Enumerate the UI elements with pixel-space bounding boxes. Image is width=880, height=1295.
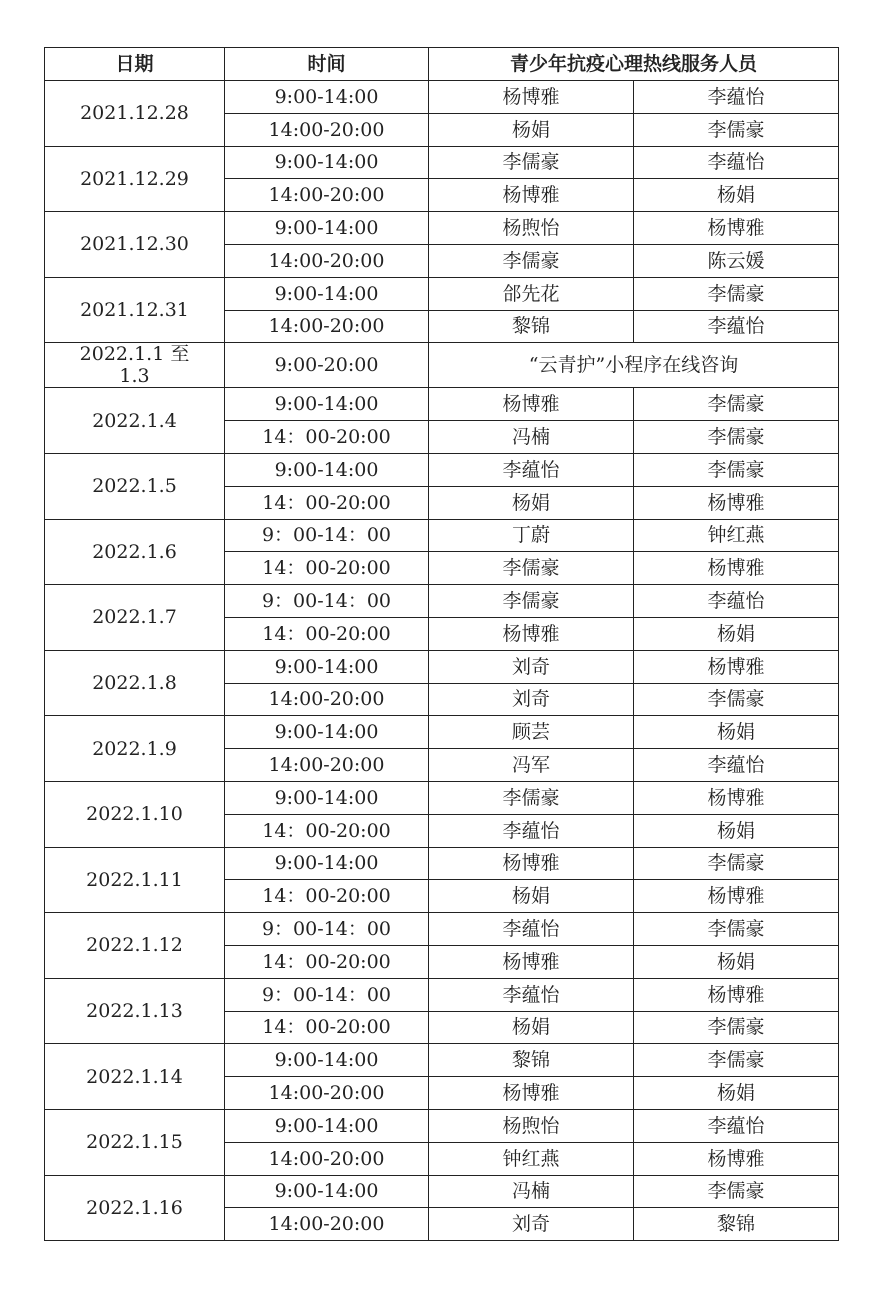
staff-cell: 李儒豪 xyxy=(634,1175,839,1208)
date-range-start: 2022.1.1 至 xyxy=(79,343,190,366)
date-cell: 2022.1.8 xyxy=(45,650,225,716)
staff-cell: 杨娟 xyxy=(634,814,839,847)
staff-cell: 李蕴怡 xyxy=(429,814,634,847)
staff-cell: 李儒豪 xyxy=(634,453,839,486)
date-cell: 2022.1.13 xyxy=(45,978,225,1044)
staff-cell: 杨博雅 xyxy=(634,552,839,585)
staff-cell: 黎锦 xyxy=(429,310,634,343)
date-cell: 2021.12.31 xyxy=(45,277,225,343)
time-cell: 9:00-14:00 xyxy=(225,1044,429,1077)
table-row xyxy=(45,1044,839,1077)
staff-cell: 李儒豪 xyxy=(634,277,839,310)
table-row xyxy=(45,847,839,880)
time-cell: 14:00-20:00 xyxy=(225,683,429,716)
staff-cell: 杨博雅 xyxy=(634,650,839,683)
staff-cell: 李蕴怡 xyxy=(429,913,634,946)
staff-cell: 杨娟 xyxy=(429,486,634,519)
staff-cell: 杨博雅 xyxy=(634,486,839,519)
time-cell: 14:00-20:00 xyxy=(225,179,429,212)
staff-cell: 杨娟 xyxy=(429,1011,634,1044)
staff-cell: 杨博雅 xyxy=(429,81,634,114)
time-cell: 14:00-20:00 xyxy=(225,244,429,277)
date-cell: 2021.12.29 xyxy=(45,146,225,212)
staff-cell: 冯军 xyxy=(429,749,634,782)
staff-cell: 黎锦 xyxy=(429,1044,634,1077)
staff-cell: 杨煦怡 xyxy=(429,212,634,245)
staff-cell: 杨博雅 xyxy=(429,1077,634,1110)
staff-cell: 李儒豪 xyxy=(634,421,839,454)
time-cell: 14:00-20:00 xyxy=(225,113,429,146)
staff-cell: 冯楠 xyxy=(429,421,634,454)
time-cell: 9:00-20:00 xyxy=(225,343,429,388)
time-cell: 9：00-14：00 xyxy=(225,519,429,552)
staff-cell: 李儒豪 xyxy=(634,113,839,146)
time-cell: 14：00-20:00 xyxy=(225,1011,429,1044)
time-cell: 14:00-20:00 xyxy=(225,1142,429,1175)
time-cell: 9:00-14:00 xyxy=(225,388,429,421)
staff-cell: 李儒豪 xyxy=(634,847,839,880)
date-cell: 2022.1.5 xyxy=(45,453,225,519)
staff-cell: 杨娟 xyxy=(634,617,839,650)
time-cell: 9:00-14:00 xyxy=(225,81,429,114)
date-cell: 2022.1.4 xyxy=(45,388,225,454)
staff-cell: 李儒豪 xyxy=(634,1011,839,1044)
staff-cell: 李儒豪 xyxy=(634,683,839,716)
online-consult-note: “云青护”小程序在线咨询 xyxy=(429,343,839,388)
date-cell: 2022.1.15 xyxy=(45,1109,225,1175)
staff-cell: 杨娟 xyxy=(429,880,634,913)
staff-cell: 李儒豪 xyxy=(429,244,634,277)
date-cell xyxy=(45,343,225,388)
staff-cell: 杨博雅 xyxy=(429,847,634,880)
time-cell: 14:00-20:00 xyxy=(225,1077,429,1110)
staff-cell: 顾芸 xyxy=(429,716,634,749)
hotline-schedule-table xyxy=(44,47,839,1241)
staff-cell: 李蕴怡 xyxy=(634,146,839,179)
staff-cell: 杨博雅 xyxy=(429,179,634,212)
time-cell: 9:00-14:00 xyxy=(225,146,429,179)
staff-cell: 杨博雅 xyxy=(634,212,839,245)
date-range-end: 1.3 xyxy=(119,365,150,388)
staff-cell: 李蕴怡 xyxy=(634,81,839,114)
header-time: 时间 xyxy=(225,48,429,81)
table-row xyxy=(45,585,839,618)
staff-cell: 郃先花 xyxy=(429,277,634,310)
staff-cell: 杨博雅 xyxy=(634,1142,839,1175)
staff-cell: 李儒豪 xyxy=(634,1044,839,1077)
time-cell: 9：00-14：00 xyxy=(225,978,429,1011)
header-row xyxy=(45,48,839,81)
time-cell: 14:00-20:00 xyxy=(225,1208,429,1241)
header-date: 日期 xyxy=(45,48,225,81)
staff-cell: 杨煦怡 xyxy=(429,1109,634,1142)
staff-cell: 李蕴怡 xyxy=(429,453,634,486)
staff-cell: 杨博雅 xyxy=(429,388,634,421)
staff-cell: 钟红燕 xyxy=(634,519,839,552)
table-row xyxy=(45,81,839,114)
table-row xyxy=(45,716,839,749)
date-cell: 2022.1.16 xyxy=(45,1175,225,1241)
date-cell: 2022.1.6 xyxy=(45,519,225,585)
table-row xyxy=(45,781,839,814)
staff-cell: 李蕴怡 xyxy=(634,310,839,343)
table-row xyxy=(45,146,839,179)
table-row xyxy=(45,650,839,683)
table-row xyxy=(45,913,839,946)
time-cell: 9:00-14:00 xyxy=(225,277,429,310)
time-cell: 14：00-20:00 xyxy=(225,880,429,913)
staff-cell: 杨娟 xyxy=(634,716,839,749)
staff-cell: 刘奇 xyxy=(429,650,634,683)
table-row xyxy=(45,277,839,310)
time-cell: 14:00-20:00 xyxy=(225,310,429,343)
staff-cell: 刘奇 xyxy=(429,683,634,716)
date-cell: 2021.12.28 xyxy=(45,81,225,147)
time-cell: 14:00-20:00 xyxy=(225,749,429,782)
time-cell: 9:00-14:00 xyxy=(225,716,429,749)
time-cell: 9:00-14:00 xyxy=(225,212,429,245)
time-cell: 14：00-20:00 xyxy=(225,945,429,978)
staff-cell: 钟红燕 xyxy=(429,1142,634,1175)
time-cell: 9：00-14：00 xyxy=(225,913,429,946)
time-cell: 14：00-20:00 xyxy=(225,617,429,650)
staff-cell: 李儒豪 xyxy=(634,913,839,946)
table-row xyxy=(45,1109,839,1142)
table-row xyxy=(45,1175,839,1208)
staff-cell: 李蕴怡 xyxy=(634,1109,839,1142)
date-cell: 2022.1.7 xyxy=(45,585,225,651)
staff-cell: 李儒豪 xyxy=(429,552,634,585)
staff-cell: 刘奇 xyxy=(429,1208,634,1241)
date-cell: 2022.1.14 xyxy=(45,1044,225,1110)
staff-cell: 李蕴怡 xyxy=(429,978,634,1011)
staff-cell: 杨博雅 xyxy=(429,617,634,650)
table-row xyxy=(45,212,839,245)
date-cell: 2022.1.10 xyxy=(45,781,225,847)
staff-cell: 李儒豪 xyxy=(634,388,839,421)
staff-cell: 李儒豪 xyxy=(429,781,634,814)
time-cell: 14：00-20:00 xyxy=(225,486,429,519)
staff-cell: 李蕴怡 xyxy=(634,749,839,782)
staff-cell: 李儒豪 xyxy=(429,585,634,618)
staff-cell: 黎锦 xyxy=(634,1208,839,1241)
time-cell: 9：00-14：00 xyxy=(225,585,429,618)
staff-cell: 杨娟 xyxy=(634,179,839,212)
time-cell: 14：00-20:00 xyxy=(225,421,429,454)
date-cell: 2022.1.9 xyxy=(45,716,225,782)
staff-cell: 李儒豪 xyxy=(429,146,634,179)
staff-cell: 杨博雅 xyxy=(634,978,839,1011)
time-cell: 9:00-14:00 xyxy=(225,847,429,880)
time-cell: 9:00-14:00 xyxy=(225,1109,429,1142)
staff-cell: 杨娟 xyxy=(429,113,634,146)
time-cell: 9:00-14:00 xyxy=(225,781,429,814)
staff-cell: 陈云媛 xyxy=(634,244,839,277)
time-cell: 9:00-14:00 xyxy=(225,1175,429,1208)
table-row xyxy=(45,978,839,1011)
table-row xyxy=(45,343,839,388)
staff-cell: 杨博雅 xyxy=(429,945,634,978)
date-cell: 2021.12.30 xyxy=(45,212,225,278)
time-cell: 14：00-20:00 xyxy=(225,552,429,585)
table-row xyxy=(45,519,839,552)
staff-cell: 杨博雅 xyxy=(634,781,839,814)
time-cell: 9:00-14:00 xyxy=(225,650,429,683)
staff-cell: 杨博雅 xyxy=(634,880,839,913)
header-staff: 青少年抗疫心理热线服务人员 xyxy=(429,48,839,81)
staff-cell: 丁蔚 xyxy=(429,519,634,552)
staff-cell: 李蕴怡 xyxy=(634,585,839,618)
time-cell: 14：00-20:00 xyxy=(225,814,429,847)
table-row xyxy=(45,388,839,421)
staff-cell: 杨娟 xyxy=(634,1077,839,1110)
date-cell: 2022.1.11 xyxy=(45,847,225,913)
staff-cell: 杨娟 xyxy=(634,945,839,978)
staff-cell: 冯楠 xyxy=(429,1175,634,1208)
time-cell: 9:00-14:00 xyxy=(225,453,429,486)
table-row xyxy=(45,453,839,486)
date-cell: 2022.1.12 xyxy=(45,913,225,979)
